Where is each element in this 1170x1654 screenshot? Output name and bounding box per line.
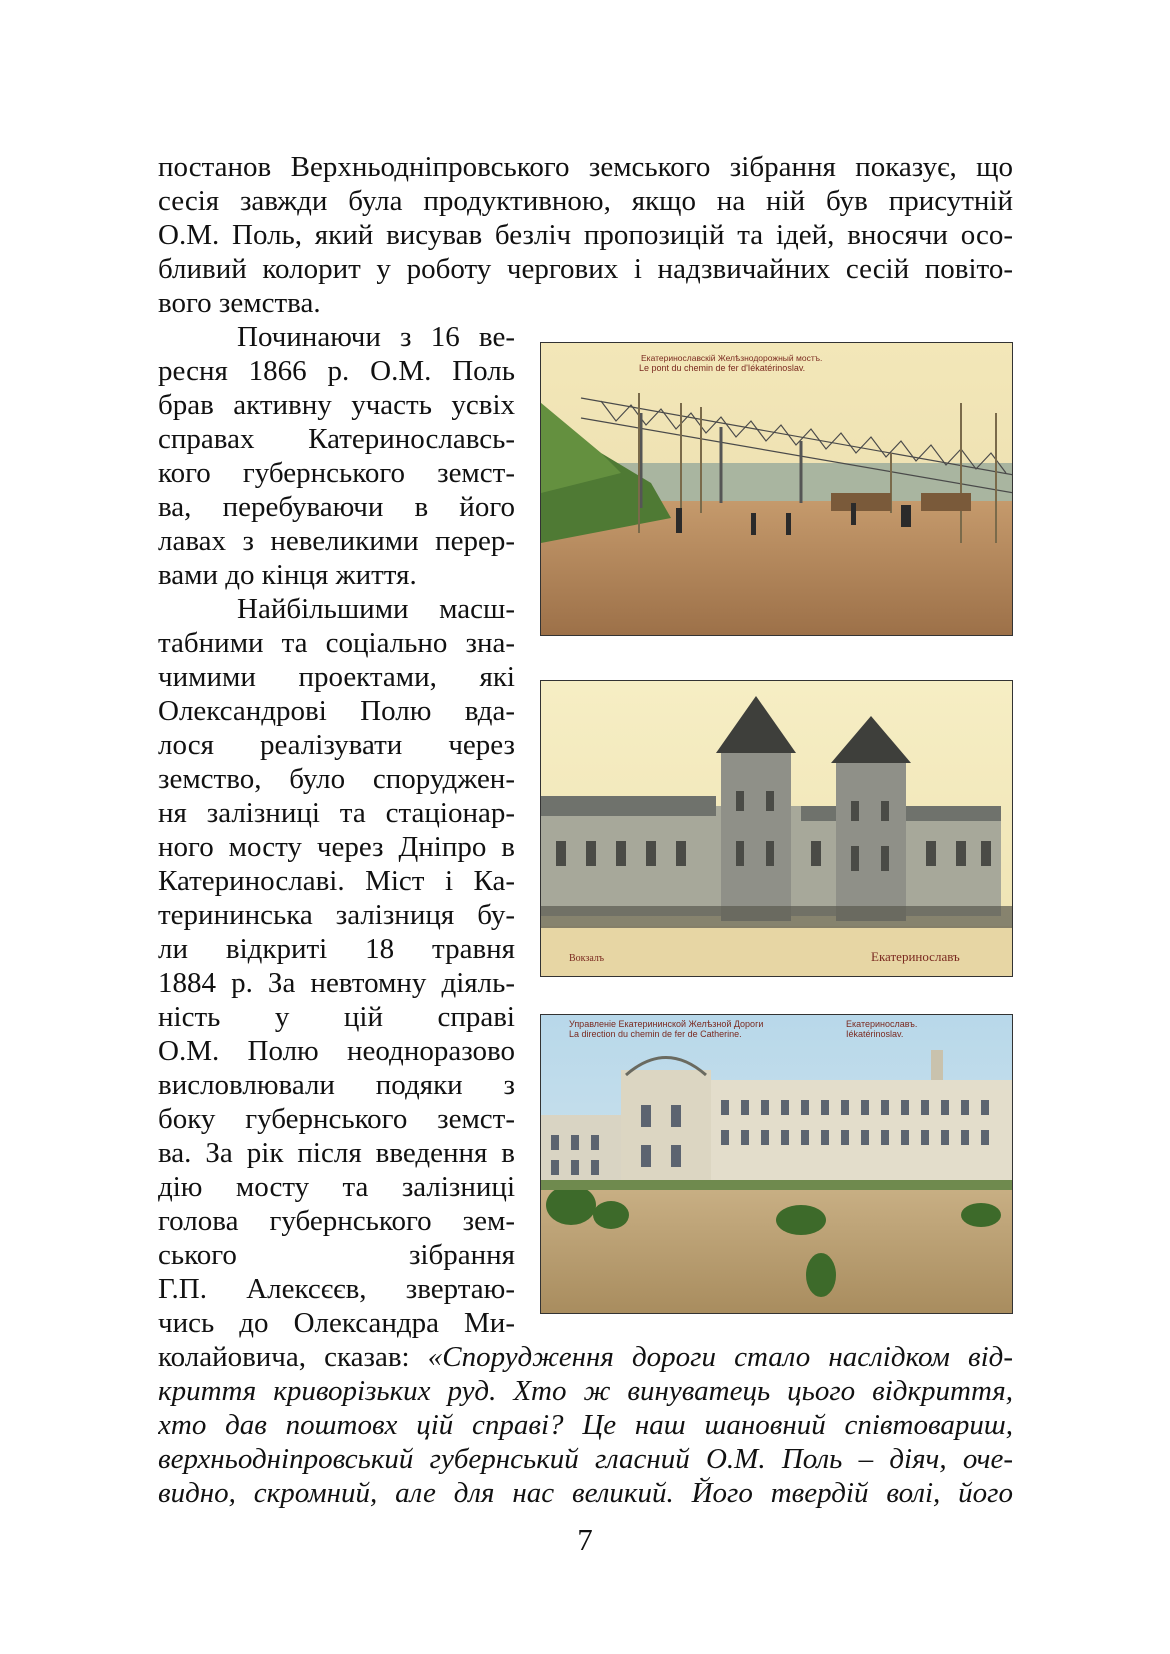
admin-caption-ru: Управленіе Екатерининской Желѣзной Дороги bbox=[569, 1019, 764, 1029]
text-line: дію мосту та залізниці bbox=[158, 1171, 515, 1203]
text-line: вого земства. bbox=[158, 287, 321, 319]
text-line: ного мосту через Дніпро в bbox=[158, 831, 515, 863]
station-caption-left: Вокзалъ bbox=[569, 953, 605, 964]
administration-illustration bbox=[541, 1015, 1013, 1314]
bridge-caption-ru: Екатеринославскій Желѣзнодорожный мостъ. bbox=[641, 353, 823, 363]
text-line: ва. За рік після введення в bbox=[158, 1137, 515, 1169]
photo-railway-station bbox=[540, 680, 1013, 977]
text-line: ресня 1866 р. О.М. Поль bbox=[158, 355, 515, 387]
text-line: табними та соціально зна- bbox=[158, 627, 515, 659]
bridge-caption-fr: Le pont du chemin de fer d'Iékatérinoslav. bbox=[639, 363, 806, 373]
text-line: земство, було споруджен- bbox=[158, 763, 515, 795]
page-number: 7 bbox=[577, 1522, 593, 1557]
text-line: бливий колорит у роботу чергових і надзвичайних сесій повіто- bbox=[158, 253, 1013, 285]
quote-line: хто дав поштовх цій справі? Це наш шановний співтовариш, bbox=[158, 1409, 1013, 1441]
text-line: Катеринославі. Міст і Ка- bbox=[158, 865, 515, 897]
text-line: О.М. Поль, який висував безліч пропозицій та ідей, вносячи осо- bbox=[158, 219, 1013, 251]
photo-railway-administration bbox=[540, 1014, 1013, 1314]
text-line: вами до кінця життя. bbox=[158, 559, 417, 591]
text-line: Починаючи з 16 ве- bbox=[237, 321, 515, 353]
text-line bbox=[158, 1340, 1013, 1374]
admin-caption-fr: La direction du chemin de fer de Catherine. bbox=[569, 1029, 742, 1039]
text-line: ського зібрання bbox=[158, 1239, 515, 1271]
text-line: висловлювали подяки з bbox=[158, 1069, 515, 1101]
text-line: брав активну участь усвіх bbox=[158, 389, 515, 421]
quote-intro: колайовича, сказав: bbox=[158, 1341, 428, 1373]
text-line: ва, перебуваючи в його bbox=[158, 491, 515, 523]
text-line: справах Катеринославсь- bbox=[158, 423, 515, 455]
text-line: ли відкриті 18 травня bbox=[158, 933, 515, 965]
text-line: сесія завжди була продуктивною, якщо на ній був присутній bbox=[158, 185, 1013, 217]
text-line: ність у цій справі bbox=[158, 1001, 515, 1033]
quote-line: верхньодніпровський губернський гласний О.М. Поль – діяч, оче- bbox=[158, 1443, 1013, 1475]
text-line: ня залізниці та стаціонар- bbox=[158, 797, 515, 829]
station-illustration bbox=[541, 681, 1013, 977]
text-line: Г.П. Алексєєв, звертаю- bbox=[158, 1273, 515, 1305]
text-line: чись до Олександра Ми- bbox=[158, 1307, 515, 1339]
text-line: Олександрові Полю вда- bbox=[158, 695, 515, 727]
admin-city-fr: Iékatérinoslav. bbox=[846, 1029, 904, 1039]
photo-railway-bridge bbox=[540, 342, 1013, 636]
bridge-illustration bbox=[541, 343, 1013, 636]
quote-line: криття криворізьких руд. Хто ж винуватець цього відкриття, bbox=[158, 1375, 1013, 1407]
text-line: лавах з невеликими перер- bbox=[158, 525, 515, 557]
text-line: голова губернського зем- bbox=[158, 1205, 515, 1237]
text-line: терининська залізниця бу- bbox=[158, 899, 515, 931]
quote-start: «Спорудження дороги стало наслідком від- bbox=[427, 1341, 1013, 1373]
text-line: кого губернського земст- bbox=[158, 457, 515, 489]
text-line: постанов Верхньодніпровського земського зібрання показує, що bbox=[158, 151, 1013, 183]
text-line: 1884 р. За невтомну діяль- bbox=[158, 967, 515, 999]
quote-line: видно, скромний, але для нас великий. Його твердій волі, його bbox=[158, 1477, 1013, 1509]
text-line: боку губернського земст- bbox=[158, 1103, 515, 1135]
text-line: лося реалізувати через bbox=[158, 729, 515, 761]
text-line: Найбільшими масш- bbox=[237, 593, 515, 625]
text-line: О.М. Полю неодноразово bbox=[158, 1035, 515, 1067]
text-line: чимими проектами, які bbox=[158, 661, 515, 693]
admin-city-ru: Екатеринославъ. bbox=[846, 1019, 918, 1029]
station-caption-right: Екатеринославъ bbox=[871, 949, 960, 964]
